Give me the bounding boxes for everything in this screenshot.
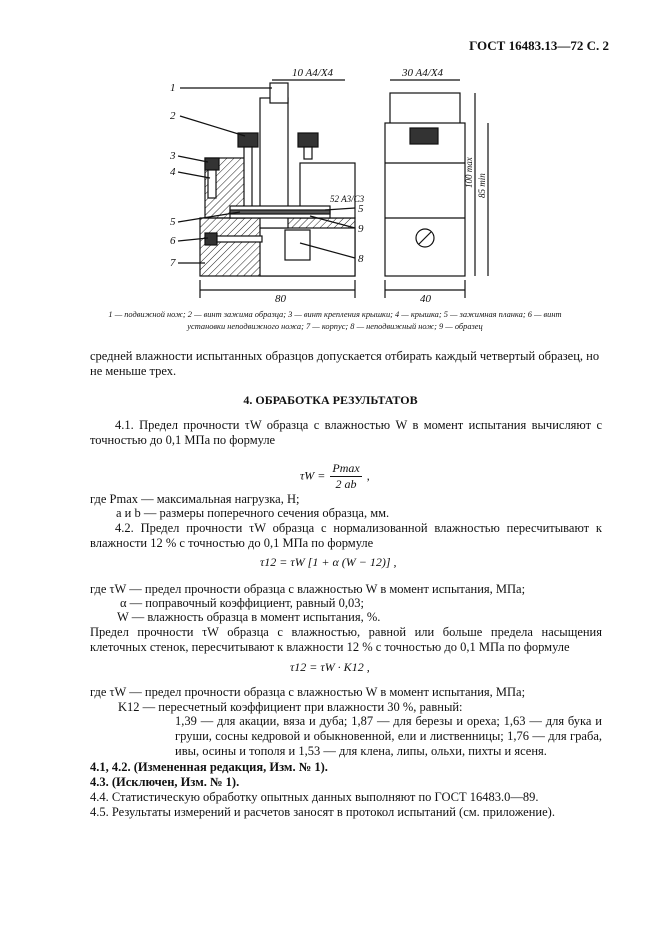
definition-tau-w-2: где τW — предел прочности образца с влажностью W в момент испытания, МПа; xyxy=(90,685,526,699)
section-title: 4. ОБРАБОТКА РЕЗУЛЬТАТОВ xyxy=(243,393,418,407)
paragraph-4-1: 4.1. Предел прочности τW образца с влажностью W в момент испытания вычисляют с точностью до 0,1 МПа по формуле xyxy=(90,418,602,447)
label-2: 2 xyxy=(170,110,176,122)
label-6: 6 xyxy=(170,235,176,247)
label-8: 8 xyxy=(358,253,364,265)
formula-1-denominator: 2 ab xyxy=(335,477,357,491)
label-9: 9 xyxy=(358,223,364,235)
intro-paragraph: средней влажности испытанных образцов допускается отбирать каждый четвертый образец, но не меньше трех. xyxy=(90,349,600,378)
label-5b: 5 xyxy=(358,203,364,215)
definition-ab: a и b — размеры поперечного сечения образца, мм. xyxy=(116,506,390,520)
dim-side-2: 85 min xyxy=(477,173,487,198)
dim-top-left: 10 A4/X4 xyxy=(292,67,334,79)
label-5: 5 xyxy=(170,216,176,228)
formula-1-tail: , xyxy=(366,468,370,483)
dim-mid: 52 A3/C3 xyxy=(330,194,365,204)
side-section-view xyxy=(178,80,355,298)
amendment-note-1: 4.1, 4.2. (Измененная редакция, Изм. № 1). xyxy=(90,760,328,774)
formula-2: τ12 = τW [1 + α (W − 12)] , xyxy=(260,555,397,569)
formula-1 xyxy=(300,461,370,492)
dim-side-1: 100 max xyxy=(464,157,474,188)
amendment-note-2: 4.3. (Исключен, Изм. № 1). xyxy=(90,775,240,789)
label-7: 7 xyxy=(170,257,176,269)
definition-k12: K12 — пересчетный коэффициент при влажности 30 %, равный: xyxy=(118,700,463,714)
front-view xyxy=(385,80,488,298)
paragraph-4-4: 4.4. Статистическую обработку опытных данных выполняют по ГОСТ 16483.0—89. xyxy=(90,790,539,804)
label-1: 1 xyxy=(170,82,176,94)
formula-1-numerator: Pmax xyxy=(332,461,360,475)
definition-pmax: где Pmax — максимальная нагрузка, Н; xyxy=(90,492,300,506)
label-3: 3 xyxy=(170,150,176,162)
label-4: 4 xyxy=(170,166,176,178)
definition-alpha: α — поправочный коэффициент, равный 0,03; xyxy=(120,596,364,610)
paragraph-4-2: 4.2. Предел прочности τW образца с нормализованной влажностью пересчитывают к влажности 12 % с точностью до 0,1 МПа по формуле xyxy=(90,521,602,550)
paragraph-4-2b: Предел прочности τW образца с влажностью, равной или больше предела насыщения клеточных стенок, пересчитывают к влажности 12 % с точностью до 0,1 МПа по формуле xyxy=(90,625,602,654)
coefficients-list: 1,39 — для акации, вяза и дуба; 1,87 — для березы и ореха; 1,63 — для бука и груши, сосны кедровой и обыкновенной, ели и лиственницы; 1,76 — для граба, ивы, осины и тополя и 1,53 — для клена, липы, ольхи, пихты и ясеня. xyxy=(175,714,602,758)
technical-drawing xyxy=(150,58,510,303)
paragraph-4-5: 4.5. Результаты измерений и расчетов заносят в протокол испытаний (см. приложение). xyxy=(90,805,555,819)
figure-caption: 1 — подвижной нож; 2 — винт зажима образца; 3 — винт крепления крышки; 4 — крышка; 5 — зажимная планка; 6 — винт установки неподвижного ножа; 7 — корпус; 8 — неподвижный нож; 9 — образец xyxy=(108,310,562,331)
dim-top-right: 30 A4/X4 xyxy=(402,67,444,79)
dim-bottom-right: 40 xyxy=(420,293,431,303)
formula-1-left: τW = xyxy=(300,468,326,483)
definition-w: W — влажность образца в момент испытания, %. xyxy=(117,610,381,624)
definition-tau-w: где τW — предел прочности образца с влажностью W в момент испытания, МПа; xyxy=(90,582,526,596)
formula-3: τ12 = τW · K12 , xyxy=(290,660,370,674)
page-header: ГОСТ 16483.13—72 С. 2 xyxy=(469,38,609,53)
dim-bottom-left: 80 xyxy=(275,293,286,303)
